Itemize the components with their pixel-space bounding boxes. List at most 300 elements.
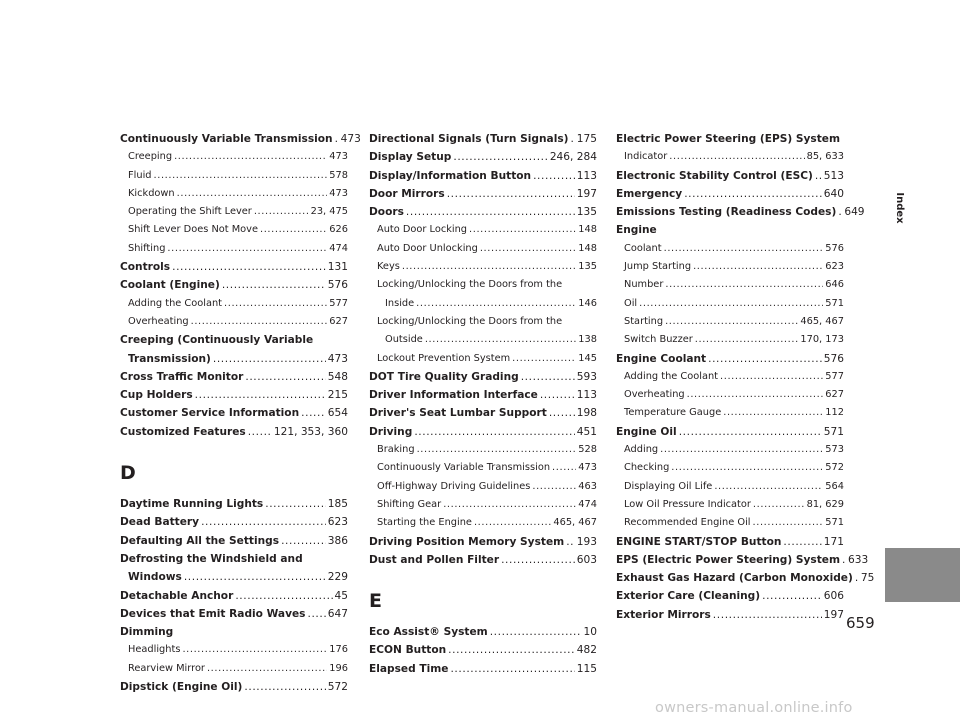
entry-term: Door Mirrors: [369, 187, 445, 200]
entry-term: Emergency: [616, 187, 683, 200]
index-entry: [120, 368, 348, 386]
entry-term: Engine Coolant: [616, 352, 707, 365]
entry-term: Engine: [616, 224, 657, 237]
subentry-term: Rearview Mirror: [128, 662, 205, 674]
entry-term: Eco Assist® System: [369, 626, 488, 639]
leader-dots: [265, 495, 326, 513]
page-reference: 135: [578, 261, 597, 273]
subentry-term: Creeping: [128, 151, 173, 163]
page-reference: 131: [327, 261, 348, 274]
leader-dots: [416, 295, 576, 313]
leader-dots: [443, 496, 576, 514]
index-entry: [120, 532, 348, 550]
subentry-term: Recommended Engine Oil: [624, 517, 751, 529]
index-entry: [120, 331, 348, 349]
index-subentry: [616, 368, 844, 386]
index-subentry: [369, 496, 597, 514]
leader-dots: [307, 605, 325, 623]
entry-term: Transmission): [128, 352, 211, 365]
page-reference: 198: [576, 407, 597, 420]
subentry-term: Braking: [377, 444, 415, 456]
index-subentry: [120, 295, 348, 313]
subentry-term: Indicator: [624, 151, 668, 163]
index-subentry: [120, 148, 348, 166]
leader-dots: [195, 386, 326, 404]
index-subentry: [369, 276, 597, 294]
leader-dots: [450, 660, 574, 678]
entry-term: Creeping (Continuously Variable: [120, 334, 314, 347]
entry-term: Coolant (Engine): [120, 279, 220, 292]
page-reference: 121, 353, 360: [273, 425, 348, 438]
leader-dots: [855, 569, 859, 587]
subentry-term: Headlights: [128, 644, 181, 656]
page-reference: 640: [823, 187, 844, 200]
leader-dots: [566, 533, 575, 551]
leader-dots: [762, 587, 822, 605]
entry-term: Doors: [369, 206, 404, 219]
index-subentry: [369, 459, 597, 477]
index-entry: [369, 641, 597, 659]
page-reference: 465, 467: [800, 315, 844, 327]
index-subentry: [616, 276, 844, 294]
page-reference: 474: [329, 242, 348, 254]
page-reference: 548: [327, 370, 348, 383]
leader-dots: [533, 167, 575, 185]
entry-term: ECON Button: [369, 644, 447, 657]
page-reference: 482: [576, 644, 597, 657]
entry-term: Defaulting All the Settings: [120, 534, 280, 547]
index-subentry: [616, 240, 844, 258]
entry-term: Electronic Stability Control (ESC): [616, 169, 813, 182]
leader-dots: [480, 240, 576, 258]
entry-term: Directional Signals (Turn Signals): [369, 133, 569, 145]
leader-dots: [660, 441, 823, 459]
page-reference: 451: [576, 425, 597, 438]
page-reference: 171: [823, 535, 844, 548]
index-subentry: [120, 221, 348, 239]
page-reference: 627: [329, 315, 348, 327]
leader-dots: [182, 641, 327, 659]
leader-dots: [213, 350, 326, 368]
index-entry: [616, 569, 875, 587]
page-number: 659: [846, 614, 875, 632]
leader-dots: [713, 606, 822, 624]
index-subentry: [120, 185, 348, 203]
leader-dots: [521, 368, 575, 386]
entry-term: Customized Features: [120, 425, 246, 438]
entry-term: Electric Power Steering (EPS) System: [616, 133, 841, 145]
page-reference: 623: [327, 516, 348, 529]
subentry-term: Jump Starting: [624, 261, 692, 273]
leader-dots: [406, 203, 575, 221]
entry-term: ENGINE START/STOP Button: [616, 535, 782, 548]
leader-dots: [222, 276, 326, 294]
page-reference: 572: [327, 681, 348, 694]
index-subentry: [369, 295, 597, 313]
index-subentry: [120, 313, 348, 331]
index-entry: [369, 148, 597, 166]
entry-term: Customer Service Information: [120, 407, 300, 420]
index-entry: [120, 605, 348, 623]
index-entry: [616, 533, 844, 551]
entry-term: Exhaust Gas Hazard (Carbon Monoxide): [616, 572, 853, 585]
page-reference: 573: [825, 444, 844, 456]
index-entry: [369, 130, 597, 148]
page-reference: 649: [844, 206, 865, 219]
index-subentry: [369, 240, 597, 258]
entry-term: Devices that Emit Radio Waves: [120, 607, 306, 620]
leader-dots: [224, 295, 327, 313]
index-subentry: [616, 331, 844, 349]
page-reference: 23, 475: [310, 206, 348, 218]
index-subentry: [369, 441, 597, 459]
subentry-term: Adding the Coolant: [624, 370, 719, 382]
leader-dots: [154, 167, 328, 185]
page-reference: 197: [576, 187, 597, 200]
index-subentry: [616, 386, 844, 404]
subentry-term: Switch Buzzer: [624, 334, 693, 346]
page-reference: 576: [825, 242, 844, 254]
leader-dots: [695, 331, 799, 349]
leader-dots: [335, 130, 339, 148]
page-reference: 115: [576, 662, 597, 675]
index-subentry: [120, 240, 348, 258]
leader-dots: [783, 533, 821, 551]
index-column-2: [369, 130, 597, 678]
page-reference: 185: [327, 498, 348, 511]
index-entry: [120, 130, 361, 148]
page-reference: 113: [576, 169, 597, 182]
index-entry: [369, 423, 597, 441]
page-reference: 576: [327, 279, 348, 292]
leader-dots: [490, 623, 582, 641]
page-reference: 145: [578, 352, 597, 364]
page-reference: 148: [578, 224, 597, 236]
index-subentry: [369, 350, 597, 368]
page-reference: 626: [329, 224, 348, 236]
subentry-term: Displaying Oil Life: [624, 480, 713, 492]
subentry-term: Shift Lever Does Not Move: [128, 224, 258, 236]
index-entry: [120, 623, 348, 641]
subentry-term: Fluid: [128, 169, 152, 181]
subentry-term: Starting the Engine: [377, 517, 472, 529]
subentry-term: Checking: [624, 462, 670, 474]
leader-dots: [639, 295, 823, 313]
leader-dots: [815, 167, 822, 185]
leader-dots: [512, 350, 576, 368]
index-entry: [369, 185, 597, 203]
page-reference: 513: [823, 169, 844, 182]
index-entry: [369, 368, 597, 386]
page-reference: 148: [578, 242, 597, 254]
page-reference: 81, 629: [806, 498, 844, 510]
subentry-term: Oil: [624, 297, 638, 309]
subentry-term: Number: [624, 279, 664, 291]
leader-dots: [167, 240, 327, 258]
entry-term: Driver's Seat Lumbar Support: [369, 407, 547, 420]
index-subentry: [616, 295, 844, 313]
index-subentry: [369, 313, 597, 331]
page-reference: 572: [825, 462, 844, 474]
index-subentry: [616, 514, 844, 532]
entry-term: Cross Traffic Monitor: [120, 370, 244, 383]
subentry-term: Auto Door Locking: [377, 224, 468, 236]
index-side-tab: [885, 0, 909, 548]
leader-dots: [184, 568, 326, 586]
index-entry: [369, 203, 597, 221]
index-subentry: [369, 478, 597, 496]
entry-term: Dipstick (Engine Oil): [120, 681, 243, 694]
index-entry: [120, 587, 348, 605]
page-reference: 85, 633: [806, 151, 844, 163]
page-reference: 578: [329, 169, 348, 181]
leader-dots: [540, 386, 575, 404]
page-reference: 463: [578, 480, 597, 492]
index-subentry: [616, 404, 844, 422]
subentry-term: Low Oil Pressure Indicator: [624, 498, 751, 510]
leader-dots: [665, 276, 823, 294]
leader-dots: [665, 313, 798, 331]
index-tab-label: Index: [894, 192, 905, 224]
entry-term: Dust and Pollen Filter: [369, 553, 500, 566]
leader-dots: [447, 185, 575, 203]
index-entry: [616, 587, 844, 605]
page-reference: 215: [327, 389, 348, 402]
page-reference: 571: [825, 517, 844, 529]
subentry-term: Locking/Unlocking the Doors from the: [377, 315, 563, 327]
entry-term: Elapsed Time: [369, 662, 449, 675]
entry-term: Engine Oil: [616, 425, 677, 438]
index-entry: [616, 167, 844, 185]
entry-term: Exterior Care (Cleaning): [616, 590, 761, 603]
subentry-term: Shifting Gear: [377, 498, 442, 510]
index-subentry: [616, 441, 844, 459]
page-reference: 197: [823, 608, 844, 621]
index-subentry: [369, 221, 597, 239]
page-reference: 246, 284: [549, 151, 597, 164]
entry-term: Driving Position Memory System: [369, 535, 565, 548]
leader-dots: [549, 404, 575, 422]
leader-dots: [693, 258, 823, 276]
index-subentry: [616, 258, 844, 276]
entry-term: Dead Battery: [120, 516, 200, 529]
page-reference: 113: [576, 389, 597, 402]
index-entry: [120, 276, 348, 294]
index-entry: [120, 258, 348, 276]
leader-dots: [684, 185, 822, 203]
index-entry: [616, 423, 844, 441]
subentry-term: Keys: [377, 261, 400, 273]
leader-dots: [260, 221, 327, 239]
leader-dots: [720, 368, 823, 386]
leader-dots: [414, 423, 574, 441]
page-reference: 593: [576, 370, 597, 383]
leader-dots: [402, 258, 576, 276]
index-entry: [369, 167, 597, 185]
leader-dots: [842, 551, 846, 569]
leader-dots: [191, 313, 328, 331]
page-reference: 146: [578, 297, 597, 309]
subentry-term: Overheating: [624, 389, 685, 401]
leader-dots: [501, 551, 575, 569]
page-reference: 474: [578, 498, 597, 510]
index-entry: [120, 350, 348, 368]
entry-term: Driving: [369, 425, 413, 438]
index-entry: [369, 533, 597, 551]
index-subentry: [369, 258, 597, 276]
entry-term: Cup Holders: [120, 389, 193, 402]
leader-dots: [174, 148, 327, 166]
index-entry: [616, 221, 844, 239]
leader-dots: [687, 386, 824, 404]
entry-term: DOT Tire Quality Grading: [369, 370, 519, 383]
subentry-term: Inside: [385, 297, 415, 309]
leader-dots: [448, 641, 575, 659]
leader-dots: [207, 660, 327, 678]
page-reference: 135: [576, 206, 597, 219]
index-subentry: [120, 203, 348, 221]
page-reference: 577: [825, 370, 844, 382]
leader-dots: [417, 441, 577, 459]
index-entry: [616, 606, 844, 624]
index-entry: [616, 185, 844, 203]
index-column-1: [120, 130, 361, 696]
page-reference: 45: [334, 589, 348, 602]
page-reference: 176: [329, 644, 348, 656]
entry-term: Display Setup: [369, 151, 452, 164]
page-reference: 473: [340, 133, 361, 145]
index-entry: [616, 350, 844, 368]
page-reference: 473: [329, 187, 348, 199]
page-reference: 473: [327, 352, 348, 365]
leader-dots: [281, 532, 326, 550]
page-reference: 571: [825, 297, 844, 309]
subentry-term: Lockout Prevention System: [377, 352, 511, 364]
index-entry: [120, 678, 348, 696]
subentry-term: Kickdown: [128, 187, 175, 199]
leader-dots: [172, 258, 326, 276]
index-tab-marker: [885, 548, 960, 602]
leader-dots: [723, 404, 823, 422]
subentry-term: Shifting: [128, 242, 166, 254]
index-subentry: [120, 167, 348, 185]
leader-dots: [753, 496, 805, 514]
entry-term: Dimming: [120, 626, 174, 639]
index-subentry: [120, 641, 348, 659]
leader-dots: [679, 423, 822, 441]
leader-dots: [254, 203, 309, 221]
index-subentry: [120, 660, 348, 678]
entry-term: Driver Information Interface: [369, 389, 538, 402]
page-reference: 465, 467: [553, 517, 597, 529]
entry-term: Daytime Running Lights: [120, 498, 264, 511]
index-entry: [369, 386, 597, 404]
leader-dots: [552, 459, 576, 477]
page-reference: 623: [825, 261, 844, 273]
entry-term: Display/Information Button: [369, 169, 532, 182]
subentry-term: Locking/Unlocking the Doors from the: [377, 279, 563, 291]
subentry-term: Overheating: [128, 315, 189, 327]
leader-dots: [177, 185, 328, 203]
entry-term: Windows: [128, 571, 182, 584]
page-reference: 606: [823, 590, 844, 603]
subentry-term: Starting: [624, 315, 664, 327]
section-letter: D: [120, 462, 136, 485]
leader-dots: [708, 350, 822, 368]
section-letter: E: [369, 590, 382, 613]
page-reference: 528: [578, 444, 597, 456]
index-subentry: [616, 459, 844, 477]
subentry-term: Outside: [385, 334, 423, 346]
leader-dots: [753, 514, 824, 532]
leader-dots: [453, 148, 547, 166]
subentry-term: Continuously Variable Transmission: [377, 462, 551, 474]
subentry-term: Adding: [624, 444, 659, 456]
leader-dots: [425, 331, 576, 349]
index-subentry: [369, 514, 597, 532]
page-reference: 170, 173: [800, 334, 844, 346]
leader-dots: [570, 130, 574, 148]
leader-dots: [245, 368, 325, 386]
page-reference: 603: [576, 553, 597, 566]
leader-dots: [474, 514, 551, 532]
leader-dots: [532, 478, 576, 496]
subentry-term: Adding the Coolant: [128, 297, 223, 309]
index-entry: [369, 551, 597, 569]
leader-dots: [838, 203, 842, 221]
entry-term: Detachable Anchor: [120, 589, 234, 602]
index-entry: [120, 404, 348, 422]
leader-dots: [235, 587, 332, 605]
subentry-term: Off-Highway Driving Guidelines: [377, 480, 531, 492]
page-reference: 75: [860, 572, 875, 585]
entry-term: EPS (Electric Power Steering) System: [616, 553, 841, 566]
subentry-term: Coolant: [624, 242, 662, 254]
page-reference: 10: [583, 626, 597, 639]
index-entry: [120, 568, 348, 586]
entry-term: Controls: [120, 261, 171, 274]
page-reference: 576: [823, 352, 844, 365]
index-entry: [120, 386, 348, 404]
index-subentry: [616, 148, 844, 166]
index-subentry: [616, 478, 844, 496]
page-reference: 577: [329, 297, 348, 309]
subentry-term: Temperature Gauge: [624, 407, 722, 419]
entry-term: Continuously Variable Transmission: [120, 133, 333, 145]
index-entry: [369, 404, 597, 422]
page-reference: 654: [327, 407, 348, 420]
index-entry: [616, 551, 869, 569]
leader-dots: [248, 423, 272, 441]
index-entry: [369, 660, 597, 678]
index-subentry: [369, 331, 597, 349]
page-reference: 138: [578, 334, 597, 346]
leader-dots: [671, 459, 823, 477]
page-reference: 473: [578, 462, 597, 474]
leader-dots: [714, 478, 823, 496]
leader-dots: [469, 221, 576, 239]
index-entry: [369, 623, 597, 641]
page-reference: 571: [823, 425, 844, 438]
entry-term: Exterior Mirrors: [616, 608, 711, 621]
page-reference: 646: [825, 279, 844, 291]
page-reference: 229: [327, 571, 348, 584]
index-subentry: [616, 313, 844, 331]
entry-term: Emissions Testing (Readiness Codes): [616, 206, 837, 219]
index-subentry: [616, 496, 844, 514]
page-reference: 564: [825, 480, 844, 492]
subentry-term: Operating the Shift Lever: [128, 206, 252, 218]
